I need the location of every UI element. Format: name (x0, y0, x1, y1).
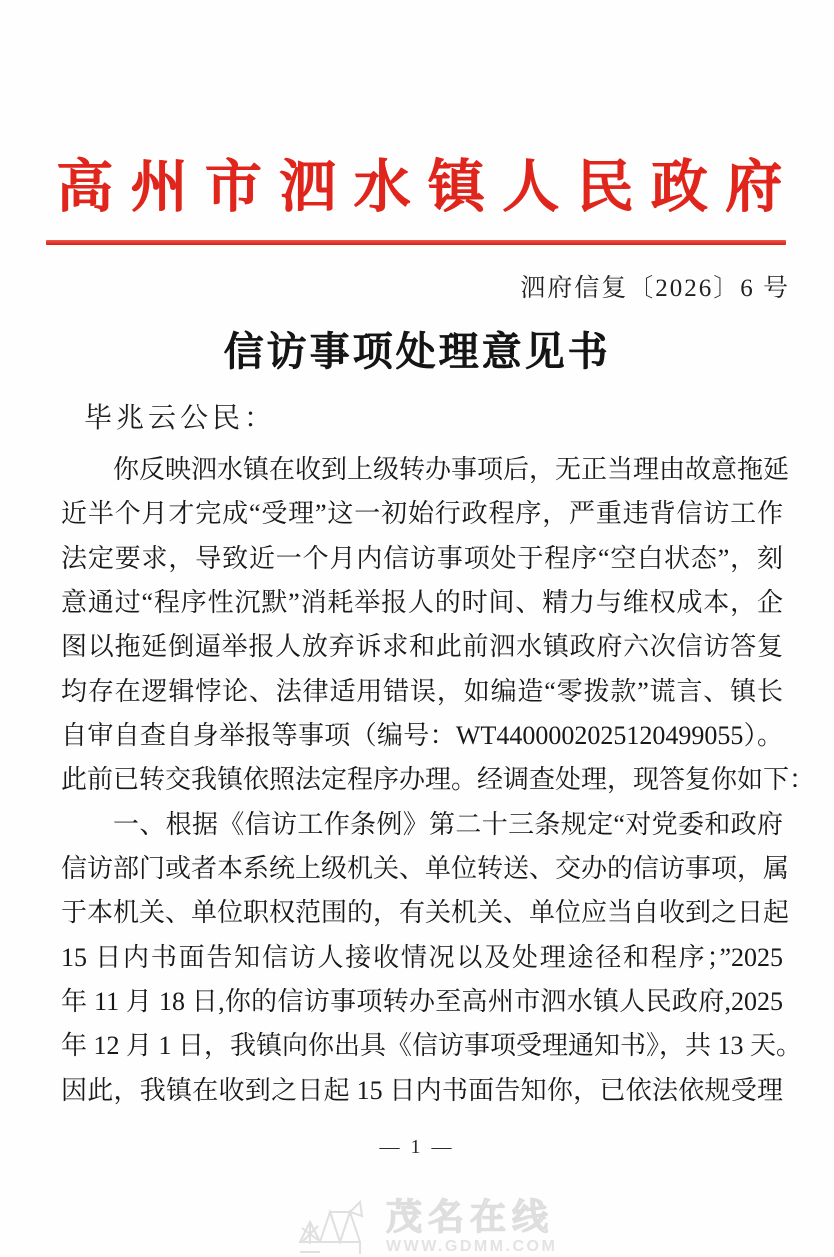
watermark-triangles-logo-icon (296, 1198, 374, 1256)
letterhead-red-divider (46, 240, 786, 245)
document-title: 信访事项处理意见书 (223, 329, 611, 374)
body-line: 均存在逻辑悖论、法律适用错误，如编造“零拨款”谎言、镇长 (61, 676, 783, 706)
document-reference-number: 泗府信复〔2026〕6 号 (520, 275, 790, 302)
page-number: — 1 — (379, 1136, 455, 1158)
body-line: 年 11 月 18 日,你的信访事项转办至高州市泗水镇人民政府,2025 (61, 987, 783, 1017)
body-line: 自审自查自身举报等事项（编号：WT4400002025120499055）。 (61, 721, 783, 751)
watermark-site-url: WWW.GDMM.COM (386, 1238, 558, 1255)
body-line: 于本机关、单位职权范围的，有关机关、单位应当自收到之日起 (61, 898, 790, 928)
watermark-site-name: 茂名在线 (386, 1196, 555, 1237)
body-line: 因此，我镇在收到之日起 15 日内书面告知你，已依法依规受理 (61, 1075, 783, 1105)
body-line: 图以拖延倒逼举报人放弃诉求和此前泗水镇政府六次信访答复 (61, 632, 783, 662)
watermark-text-block (386, 1198, 557, 1256)
body-line: 信访部门或者本系统上级机关、单位转送、交办的信访事项，属 (61, 854, 790, 884)
salutation: 毕兆云公民： (84, 403, 277, 434)
document-body (61, 448, 816, 1113)
body-line: 年 12 月 1 日，我镇向你出具《信访事项受理通知书》，共 13 天。 (61, 1031, 803, 1061)
body-line: 此前已转交我镇依照法定程序办理。经调查处理，现答复你如下： (61, 765, 816, 795)
body-line: 你反映泗水镇在收到上级转办事项后，无正当理由故意拖延 (113, 455, 790, 484)
body-line: 法定要求，导致近一个月内信访事项处于程序“空白状态”，刻 (61, 543, 783, 573)
body-line: 近半个月才完成“受理”这一初始行政程序，严重违背信访工作 (61, 499, 783, 529)
body-line: 意通过“程序性沉默”消耗举报人的时间、精力与维权成本，企 (61, 588, 783, 618)
body-line: 一、根据《信访工作条例》第二十三条规定“对党委和政府 (113, 809, 783, 839)
letterhead-agency-title: 高州市泗水镇人民政府 (56, 156, 782, 219)
watermark (296, 1198, 557, 1256)
body-line: 15 日内书面告知信访人接收情况以及处理途径和程序；”2025 (61, 942, 783, 972)
